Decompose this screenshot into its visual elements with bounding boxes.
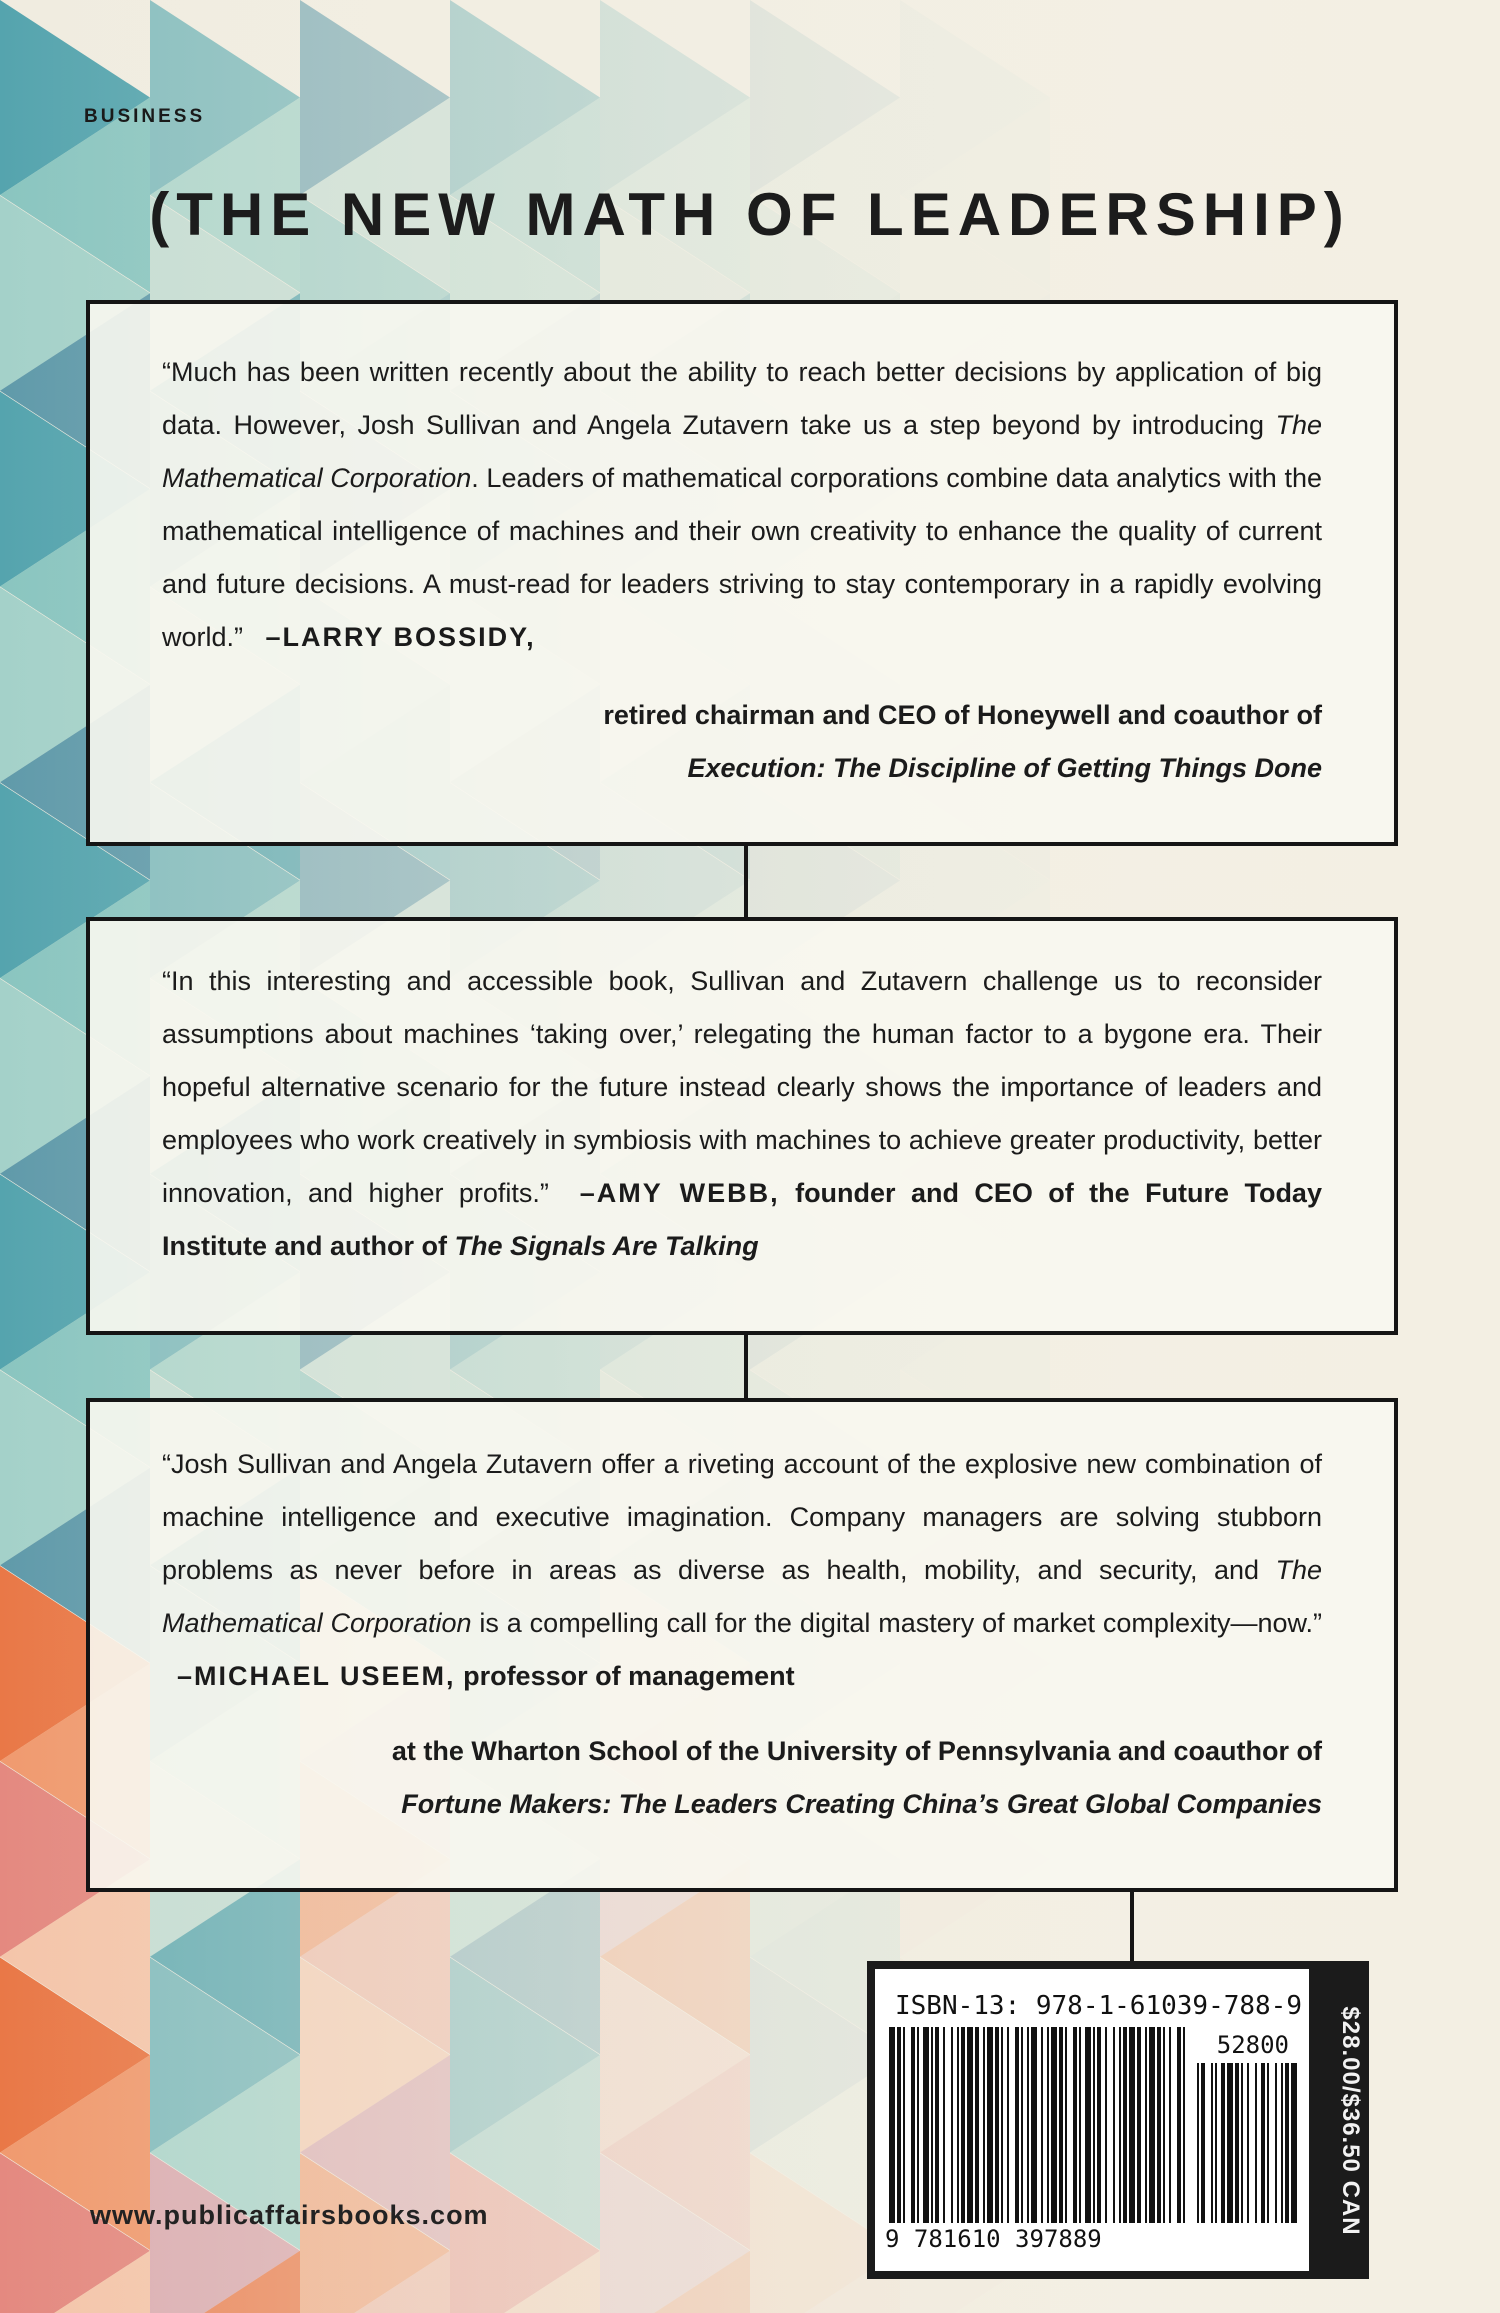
barcode-bar xyxy=(1105,2027,1107,2223)
barcode-bar xyxy=(1113,2027,1115,2223)
barcode-bar xyxy=(957,2027,959,2223)
barcode-bar xyxy=(961,2027,965,2223)
barcode-price-code: 52800 xyxy=(1216,2031,1289,2059)
category-label: BUSINESS xyxy=(84,106,206,127)
publisher-website: www.publicaffairsbooks.com xyxy=(90,2200,489,2230)
isbn-barcode xyxy=(885,2027,1299,2253)
barcode-bar xyxy=(917,2027,919,2223)
barcode-bar xyxy=(1145,2027,1147,2223)
barcode-bar xyxy=(889,2027,895,2223)
barcode-panel xyxy=(867,1961,1369,2279)
quote-text: “Much has been written recently about the ability to reach better decisions by application of big data. However, Josh Sullivan and Angela Zutavern take us a step beyond by introducing xyxy=(162,357,1322,440)
attribution-credit-line: at the Wharton School of the University of Pennsylvania and coauthor of xyxy=(391,1736,1322,1766)
blurb-box-bossidy xyxy=(86,300,1398,846)
barcode-bar xyxy=(1169,2027,1171,2223)
barcode-bar xyxy=(911,2027,915,2223)
quote-text: “In this interesting and accessible book, Sullivan and Zutavern challenge us to reconsider assumptions about machines ‘taking over,’ relegating the human factor to a bygone era. Their hopeful alternative scenario for the future instead clearly shows the importance of leaders and employees who work creatively in symbiosis with machines to achieve greater productivity, better innovation, and higher profits.” xyxy=(162,966,1322,1208)
attribution-credit: retired chairman and CEO of Honeywell and coauthor of xyxy=(603,700,1322,730)
barcode-bar xyxy=(1157,2027,1161,2223)
barcode-bar xyxy=(1085,2027,1091,2223)
barcode-bar xyxy=(1027,2027,1029,2223)
barcode-bar xyxy=(1275,2063,1277,2223)
attribution-book xyxy=(687,753,1322,784)
barcode-bar xyxy=(1215,2063,1217,2223)
barcode-bar xyxy=(1281,2063,1283,2223)
attribution-book xyxy=(401,1789,1322,1820)
book-title-italic: The Signals Are Talking xyxy=(454,1231,759,1261)
barcode-bar xyxy=(1051,2027,1057,2223)
price-label xyxy=(1335,1981,1365,2261)
barcode-bar xyxy=(1149,2027,1155,2223)
attribution-name: –MICHAEL USEEM, xyxy=(177,1661,456,1691)
blurb-quote-useem xyxy=(162,1438,1322,1703)
barcode-bar xyxy=(935,2027,939,2223)
barcode-bar xyxy=(943,2027,945,2223)
barcode-bar xyxy=(903,2027,905,2223)
book-title-italic: Execution: The Discipline of Getting Things Done xyxy=(687,753,1322,783)
barcode-bar xyxy=(983,2027,985,2223)
barcode-bar xyxy=(1059,2027,1063,2223)
barcode-bar xyxy=(1201,2063,1205,2223)
blurb-box-webb xyxy=(86,917,1398,1335)
barcode-bar xyxy=(1041,2027,1043,2223)
barcode-bar xyxy=(1097,2027,1101,2223)
barcode-bar xyxy=(1119,2027,1121,2223)
barcode-bar xyxy=(1031,2027,1037,2223)
barcode-bar xyxy=(1261,2063,1265,2223)
connector-line xyxy=(1130,1892,1134,1961)
barcode-box xyxy=(875,1969,1309,2271)
barcode-bar xyxy=(1015,2027,1019,2223)
barcode-bar xyxy=(987,2027,993,2223)
barcode-bar xyxy=(1129,2027,1135,2223)
barcode-bar xyxy=(1007,2027,1009,2223)
quote-text: is a compelling call for the digital mastery of market complexity—now.” xyxy=(471,1608,1322,1638)
barcode-bar xyxy=(1065,2027,1067,2223)
barcode-bar xyxy=(1137,2027,1141,2223)
book-title-italic: The Mathematical Corporation xyxy=(162,1555,1322,1638)
blurb-quote-webb xyxy=(162,955,1322,1273)
barcode-bar xyxy=(995,2027,999,2223)
quote-text: “Josh Sullivan and Angela Zutavern offer a riveting account of the explosive new combination of machine intelligence and executive imagination. Company managers are solving stubborn problems as never before in areas as diverse as health, mobility, and security, and xyxy=(162,1449,1322,1585)
connector-line xyxy=(744,1335,748,1398)
blurb-quote-bossidy xyxy=(162,346,1322,664)
barcode-bar xyxy=(975,2027,979,2223)
barcode-digits: 9 781610 397889 xyxy=(885,2225,1102,2253)
book-tagline-title: (THE NEW MATH OF LEADERSHIP) xyxy=(149,181,1351,248)
barcode-bar xyxy=(1163,2027,1165,2223)
book-title-italic: The Mathematical Corporation xyxy=(162,410,1322,493)
barcode-bar xyxy=(897,2027,901,2223)
barcode-bar xyxy=(967,2027,973,2223)
attribution-name: –AMY WEBB, xyxy=(579,1178,780,1208)
quote-text: . Leaders of mathematical corporations combine data analytics with the mathematical intelligence of machines and their own creativity to enhance the quality of current and future decisions. A must-read for leaders striving to stay contemporary in a rapidly evolving world.” xyxy=(162,463,1322,652)
barcode-bar xyxy=(1227,2063,1233,2223)
barcode-bar xyxy=(1255,2063,1257,2223)
barcode-bar xyxy=(951,2027,953,2223)
attribution-credit: professor of management xyxy=(463,1661,795,1691)
barcode-bar xyxy=(1021,2027,1023,2223)
barcode-bar xyxy=(1267,2063,1269,2223)
barcode-bar xyxy=(1073,2027,1077,2223)
barcode-bar xyxy=(1177,2027,1181,2223)
barcode-bar xyxy=(1221,2063,1225,2223)
attribution-credit: founder and CEO of the Future Today Institute and author of xyxy=(162,1178,1322,1261)
barcode-bar xyxy=(1093,2027,1095,2223)
barcode-bar xyxy=(1247,2063,1249,2223)
barcode-bar xyxy=(1235,2063,1239,2223)
barcode-bar xyxy=(1047,2027,1049,2223)
barcode-bar xyxy=(1211,2063,1213,2223)
blurb-box-useem xyxy=(86,1398,1398,1892)
barcode-bar xyxy=(923,2027,929,2223)
connector-line xyxy=(744,846,748,917)
barcode-bar xyxy=(931,2027,933,2223)
barcode-bar xyxy=(1183,2027,1185,2223)
barcode-bar xyxy=(1291,2063,1297,2223)
isbn-label: ISBN-13: 978-1-61039-788-9 xyxy=(895,1991,1302,2021)
attribution-name: –LARRY BOSSIDY, xyxy=(265,622,536,652)
barcode-bar xyxy=(1241,2063,1243,2223)
barcode-bar xyxy=(1123,2027,1127,2223)
price-text: $28.00/$36.50 CAN xyxy=(1337,2006,1364,2236)
barcode-bar xyxy=(1079,2027,1081,2223)
barcode-bar xyxy=(1197,2063,1199,2223)
barcode-bar xyxy=(1001,2027,1003,2223)
book-title-italic: Fortune Makers: The Leaders Creating China’s Great Global Companies xyxy=(401,1789,1322,1819)
barcode-bar xyxy=(1285,2063,1289,2223)
